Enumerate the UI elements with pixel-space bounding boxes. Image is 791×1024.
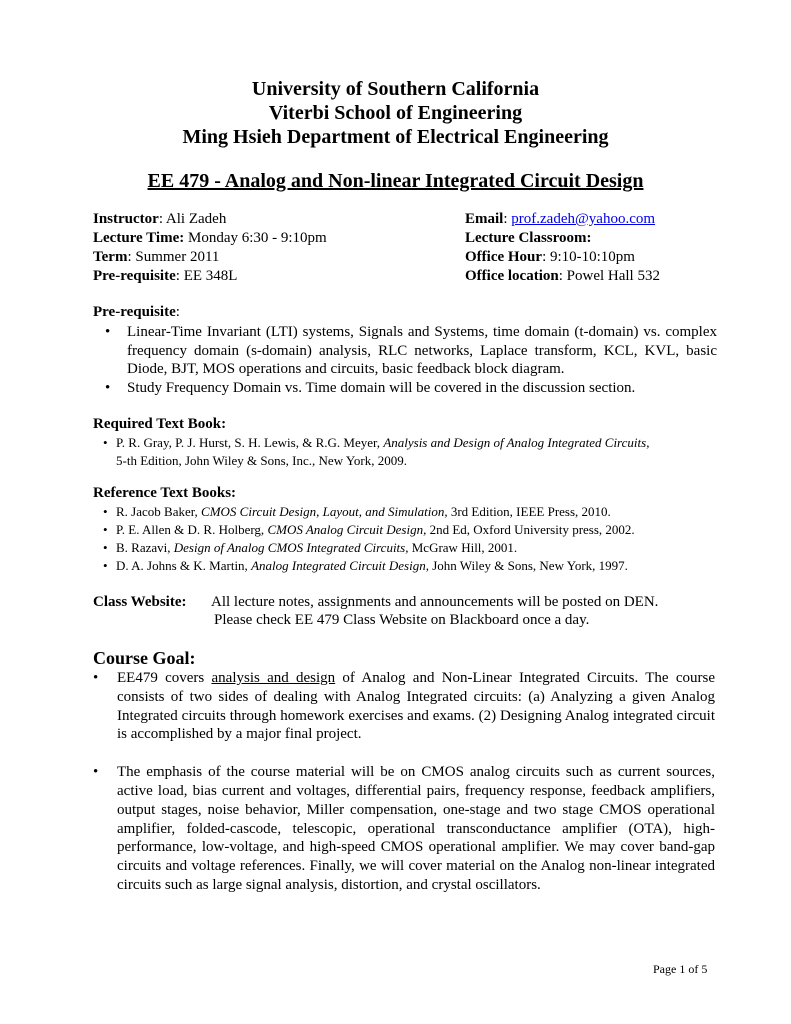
info-instructor [93,210,226,229]
email-label: Email [465,211,504,227]
page-number: Page 1 of 5 [653,962,708,976]
reference-rest: 2nd Ed, Oxford University press, 2002. [426,522,635,537]
term-value: Summer 2011 [131,249,220,265]
prereq-heading-text: Pre-requisite [93,304,176,320]
reference-authors: P. E. Allen & D. R. Holberg, [116,522,268,537]
reference-text-list [103,503,733,575]
required-text-heading: Required Text Book: [93,416,227,432]
reference-title: CMOS Circuit Design, Layout, and Simulation, [201,504,448,519]
instructor-value: Ali Zadeh [163,211,227,227]
reference-title: CMOS Analog Circuit Design, [267,522,427,537]
instructor-sep: : [158,211,163,227]
info-classroom [465,229,592,248]
class-website-label: Class Website: [93,594,187,610]
info-office-location [465,267,660,286]
school-name: Viterbi School of Engineering [268,102,523,124]
info-office-hour [465,248,635,267]
term-sep: : [127,249,132,265]
prerequisite-label: Pre-requisite [93,268,176,284]
prerequisite-value: EE 348L [179,268,238,284]
goal-item1-pre: EE479 covers [117,670,212,686]
prereq-list [105,323,717,397]
office-hour-label: Office Hour [465,249,543,265]
reference-text-item [103,521,733,539]
reference-text-heading: Reference Text Books: [93,485,237,501]
course-goal-list [93,669,715,895]
goal-item1-post: of Analog and Non-Linear Integrated Circuits. The course consists of two sides of dealing with Analog Integrated circuits: (a) Analyzing a given Analog Integrated circuits through homework exercises and exams. (2) Designing Analog integrated circuit is accomplished by a major final project. [117,670,715,743]
reference-rest: 3rd Edition, IEEE Press, 2010. [447,504,611,519]
lecture-time-value: Monday 6:30 - 9:10pm [184,230,327,246]
office-location-value: : Powel Hall 532 [558,268,660,284]
reference-title: Analog Integrated Circuit Design, [251,558,429,573]
department-name: Ming Hsieh Department of Electrical Engineering [182,126,609,148]
university-name: University of Southern California [251,78,540,100]
course-title: EE 479 - Analog and Non-linear Integrated Circuit Design [147,170,644,192]
prereq-heading [93,304,180,321]
office-hour-value: : 9:10-10:10pm [542,249,635,265]
classroom-label: Lecture Classroom: [465,230,592,246]
reference-rest: John Wiley & Sons, New York, 1997. [428,558,628,573]
prerequisite-sep: : [175,268,180,284]
office-location-label: Office location [465,268,559,284]
email-link[interactable]: prof.zadeh@yahoo.com [511,211,656,227]
reference-text-item [103,539,733,557]
course-goal-item: • The emphasis of the course material will be on CMOS analog circuits such as current sources, active load, bias current and voltages, differential pairs, frequency response, feedback amplifiers, output stages, noise behavior, Miller compensation, one-stage and two stage CMOS operational amplifier, folded-cascode, telescopic, operational transconductance amplifier (OTA), high-performance, low-voltage, and high-speed CMOS operational amplifier. We may cover band-gap circuits and voltage references. Finally, we will cover material on the Analog non-linear integrated circuits such as large signal analysis, distortion, and crystal oscillators. [93,763,715,895]
reference-authors: R. Jacob Baker, [116,504,202,519]
reference-text-item [103,557,733,575]
required-text-item [103,434,733,470]
reference-rest: McGraw Hill, 2001. [408,540,518,555]
course-goal-item [93,669,715,744]
info-term [93,248,219,267]
reference-authors: D. A. Johns & K. Martin, [116,558,252,573]
info-email: Email: prof.zadeh@yahoo.com [465,211,656,227]
info-lecture-time [93,229,327,248]
class-website-line1: All lecture notes, assignments and announcements will be posted on DEN. [211,594,659,610]
reference-text-item [103,503,733,521]
term-label: Term [93,249,128,265]
info-prerequisite [93,267,237,286]
lecture-time-label: Lecture Time: [93,230,185,246]
course-goal-heading: Course Goal: [93,648,196,668]
reference-title: Design of Analog CMOS Integrated Circuits, [173,540,409,555]
goal-item1-underlined: analysis and design [211,670,336,686]
required-text-details: 5-th Edition, John Wiley & Sons, Inc., New York, 2009. [116,453,408,468]
required-text-title: Analysis and Design of Analog Integrated Circuits, [383,435,650,450]
required-text-list [103,434,733,470]
reference-authors: B. Razavi, [116,540,174,555]
prereq-item: • Linear-Time Invariant (LTI) systems, Signals and Systems, time domain (t-domain) vs. complex frequency domain (s-domain) analysis, RLC networks, Laplace transform, KCL, KVL, basic Diode, BJT, MOS operations and circuits, basic feedback block diagram. [105,323,717,379]
prereq-heading-colon: : [175,304,180,320]
required-text-authors: P. R. Gray, P. J. Hurst, S. H. Lewis, & R.G. Meyer, [116,435,384,450]
instructor-label: Instructor [93,211,159,227]
class-website-line2: Please check EE 479 Class Website on Blackboard once a day. [214,612,590,628]
prereq-item: • Study Frequency Domain vs. Time domain will be covered in the discussion section. [105,379,717,398]
